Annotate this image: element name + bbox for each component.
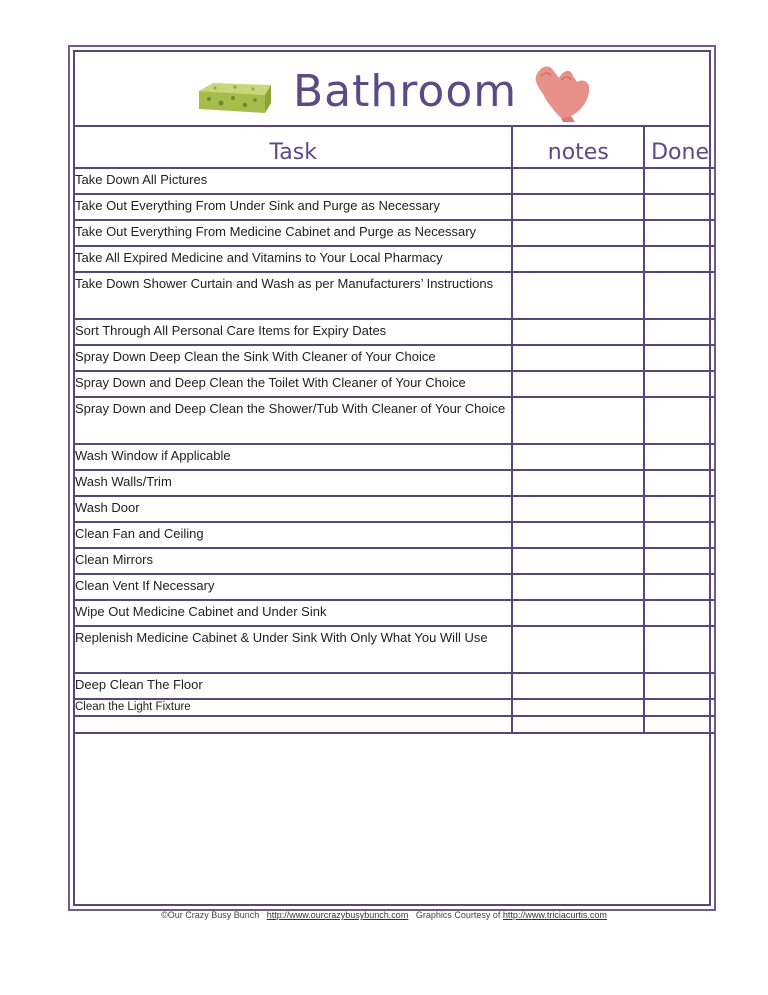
page-title: Bathroom — [293, 66, 518, 117]
notes-cell[interactable] — [512, 470, 644, 496]
footer — [0, 910, 768, 920]
table-row — [75, 397, 715, 444]
column-header-done: Done — [644, 125, 715, 168]
title-area — [75, 52, 709, 127]
task-label: Clean Vent If Necessary — [75, 574, 512, 600]
done-checkbox[interactable] — [644, 397, 715, 444]
task-table — [75, 125, 715, 734]
done-checkbox[interactable] — [644, 548, 715, 574]
done-checkbox[interactable] — [644, 272, 715, 319]
done-checkbox[interactable] — [644, 470, 715, 496]
rubber-glove-icon — [531, 60, 597, 122]
task-label: Sort Through All Personal Care Items for Expiry Dates — [75, 319, 512, 345]
notes-cell[interactable] — [512, 600, 644, 626]
notes-cell[interactable] — [512, 574, 644, 600]
column-header-notes: notes — [512, 125, 644, 168]
task-label: Take All Expired Medicine and Vitamins to Your Local Pharmacy — [75, 246, 512, 272]
task-label: Wash Door — [75, 496, 512, 522]
table-row — [75, 699, 715, 716]
task-label: Clean Fan and Ceiling — [75, 522, 512, 548]
table-row — [75, 194, 715, 220]
done-checkbox[interactable] — [644, 220, 715, 246]
done-checkbox[interactable] — [644, 345, 715, 371]
notes-cell[interactable] — [512, 371, 644, 397]
table-row — [75, 319, 715, 345]
done-checkbox[interactable] — [644, 496, 715, 522]
task-label: Deep Clean The Floor — [75, 673, 512, 699]
table-row — [75, 600, 715, 626]
task-label: Take Down All Pictures — [75, 168, 512, 194]
task-label: Spray Down Deep Clean the Sink With Cleaner of Your Choice — [75, 345, 512, 371]
notes-cell[interactable] — [512, 626, 644, 673]
done-checkbox[interactable] — [644, 522, 715, 548]
column-header-task: Task — [75, 125, 512, 168]
notes-cell[interactable] — [512, 220, 644, 246]
done-checkbox[interactable] — [644, 626, 715, 673]
task-label: Take Down Shower Curtain and Wash as per Manufacturers’ Instructions — [75, 272, 512, 319]
task-label: Clean the Light Fixture — [75, 699, 512, 716]
notes-cell[interactable] — [512, 496, 644, 522]
notes-cell[interactable] — [512, 444, 644, 470]
checklist-sheet — [68, 45, 716, 911]
table-row — [75, 470, 715, 496]
notes-cell[interactable] — [512, 716, 644, 733]
notes-cell[interactable] — [512, 319, 644, 345]
task-label: Wash Walls/Trim — [75, 470, 512, 496]
notes-cell[interactable] — [512, 673, 644, 699]
table-row — [75, 626, 715, 673]
table-row — [75, 548, 715, 574]
done-checkbox[interactable] — [644, 168, 715, 194]
task-label: Spray Down and Deep Clean the Toilet With Cleaner of Your Choice — [75, 371, 512, 397]
graphics-link[interactable]: http://www.triciacurtis.com — [502, 910, 607, 920]
done-checkbox[interactable] — [644, 194, 715, 220]
table-row — [75, 246, 715, 272]
done-checkbox[interactable] — [644, 716, 715, 733]
done-checkbox[interactable] — [644, 246, 715, 272]
table-row — [75, 522, 715, 548]
table-row — [75, 716, 715, 733]
task-label: Wash Window if Applicable — [75, 444, 512, 470]
task-label: Clean Mirrors — [75, 548, 512, 574]
table-row — [75, 496, 715, 522]
done-checkbox[interactable] — [644, 444, 715, 470]
table-row — [75, 371, 715, 397]
task-label: Take Out Everything From Medicine Cabinet and Purge as Necessary — [75, 220, 512, 246]
notes-cell[interactable] — [512, 699, 644, 716]
task-label: Spray Down and Deep Clean the Shower/Tub With Cleaner of Your Choice — [75, 397, 512, 444]
notes-cell[interactable] — [512, 397, 644, 444]
table-row — [75, 272, 715, 319]
site-link[interactable]: http://www.ourcrazybusybunch.com — [266, 910, 409, 920]
task-label: Take Out Everything From Under Sink and Purge as Necessary — [75, 194, 512, 220]
table-row — [75, 444, 715, 470]
notes-cell[interactable] — [512, 548, 644, 574]
sponge-icon — [195, 79, 275, 115]
done-checkbox[interactable] — [644, 574, 715, 600]
checklist-frame — [73, 50, 711, 906]
table-row — [75, 168, 715, 194]
notes-cell[interactable] — [512, 168, 644, 194]
done-checkbox[interactable] — [644, 699, 715, 716]
task-cell-empty[interactable] — [75, 716, 512, 733]
copyright-text: ©Our Crazy Busy Bunch — [161, 910, 260, 920]
task-label: Wipe Out Medicine Cabinet and Under Sink — [75, 600, 512, 626]
notes-cell[interactable] — [512, 246, 644, 272]
done-checkbox[interactable] — [644, 371, 715, 397]
notes-cell[interactable] — [512, 272, 644, 319]
done-checkbox[interactable] — [644, 600, 715, 626]
graphics-credit-label: Graphics Courtesy of — [415, 910, 501, 920]
done-checkbox[interactable] — [644, 673, 715, 699]
notes-cell[interactable] — [512, 345, 644, 371]
task-label: Replenish Medicine Cabinet & Under Sink With Only What You Will Use — [75, 626, 512, 673]
table-row — [75, 345, 715, 371]
done-checkbox[interactable] — [644, 319, 715, 345]
notes-cell[interactable] — [512, 194, 644, 220]
table-row — [75, 673, 715, 699]
table-row — [75, 574, 715, 600]
notes-cell[interactable] — [512, 522, 644, 548]
table-row — [75, 220, 715, 246]
